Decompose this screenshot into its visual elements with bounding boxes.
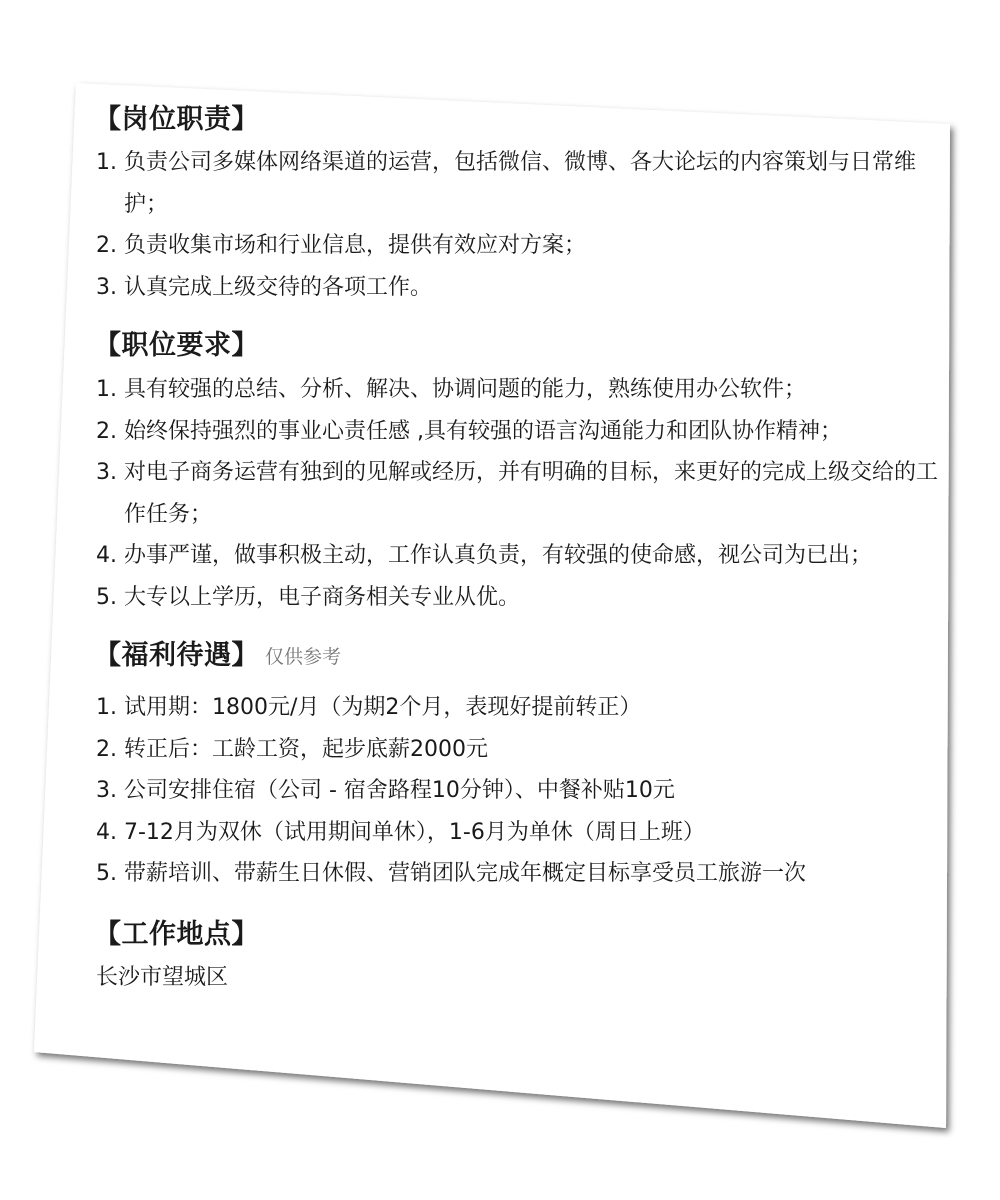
list-item <box>96 853 956 895</box>
list-item <box>96 369 956 411</box>
item-text: 办事严谨，做事积极主动，工作认真负责，有较强的使命感，视公司为已出； <box>124 543 873 568</box>
item-number: 3. <box>96 460 117 485</box>
requirements-section <box>96 326 956 618</box>
duties-heading <box>94 100 956 140</box>
list-item <box>96 411 956 453</box>
item-text: 始终保持强烈的事业心责任感 ,具有较强的语言沟通能力和团队协作精神； <box>124 418 842 444</box>
requirements-title: 【职位要求】 <box>94 330 259 361</box>
item-number: 4. <box>96 543 117 568</box>
item-number: 2. <box>96 736 117 762</box>
list-item <box>96 577 956 619</box>
item-number: 3. <box>96 778 117 803</box>
item-number: 1. <box>96 150 117 175</box>
list-item <box>96 812 956 854</box>
item-text: 7-12月为双休（试用期间单休），1-6月为单休（周日上班） <box>124 819 705 845</box>
item-number: 2. <box>96 233 117 258</box>
requirements-list <box>96 369 956 618</box>
list-item <box>96 142 956 225</box>
item-text: 试用期：1800元/月（为期2个月，表现好提前转正） <box>124 695 642 720</box>
item-text: 大专以上学历，电子商务相关专业从优。 <box>124 584 521 610</box>
item-text: 认真完成上级交待的各项工作。 <box>124 274 433 300</box>
item-number: 2. <box>96 418 117 444</box>
benefits-section <box>96 636 956 895</box>
item-number: 5. <box>96 861 117 886</box>
job-posting <box>96 100 956 998</box>
list-item <box>96 452 956 535</box>
duties-title: 【岗位职责】 <box>94 104 259 135</box>
item-text: 具有较强的总结、分析、解决、协调问题的能力，熟练使用办公软件； <box>124 377 807 402</box>
item-text: 带薪培训、带薪生日休假、营销团队完成年概定目标享受员工旅游一次 <box>124 861 807 886</box>
item-text: 转正后：工龄工资，起步底薪2000元 <box>124 736 488 762</box>
item-number: 1. <box>96 695 117 720</box>
list-item <box>96 225 956 267</box>
list-item <box>96 687 956 729</box>
list-item <box>96 729 956 771</box>
location-heading <box>94 915 956 955</box>
duties-list <box>96 142 956 308</box>
item-text: 公司安排住宿（公司 - 宿舍路程10分钟）、中餐补贴10元 <box>124 778 675 803</box>
location-text: 长沙市望城区 <box>96 964 229 990</box>
item-text: 对电子商务运营有独到的见解或经历，并有明确的目标，来更好的完成上级交给的工作任务； <box>124 460 939 527</box>
duties-section <box>96 100 956 308</box>
requirements-heading <box>94 326 956 366</box>
item-number: 1. <box>96 377 117 402</box>
item-number: 3. <box>96 274 117 300</box>
item-text: 负责公司多媒体网络渠道的运营，包括微信、微博、各大论坛的内容策划与日常维护； <box>124 150 917 217</box>
item-text: 负责收集市场和行业信息，提供有效应对方案； <box>124 233 587 258</box>
list-item <box>96 770 956 812</box>
item-number: 5. <box>96 584 117 610</box>
item-number: 4. <box>96 819 117 845</box>
location-section <box>96 915 956 998</box>
benefits-heading <box>94 636 956 677</box>
benefits-note: 仅供参考 <box>265 646 342 668</box>
benefits-title: 【福利待遇】 <box>94 640 259 671</box>
benefits-list <box>96 687 956 895</box>
location-title: 【工作地点】 <box>94 918 259 950</box>
list-item <box>96 535 956 577</box>
list-item <box>96 267 956 309</box>
